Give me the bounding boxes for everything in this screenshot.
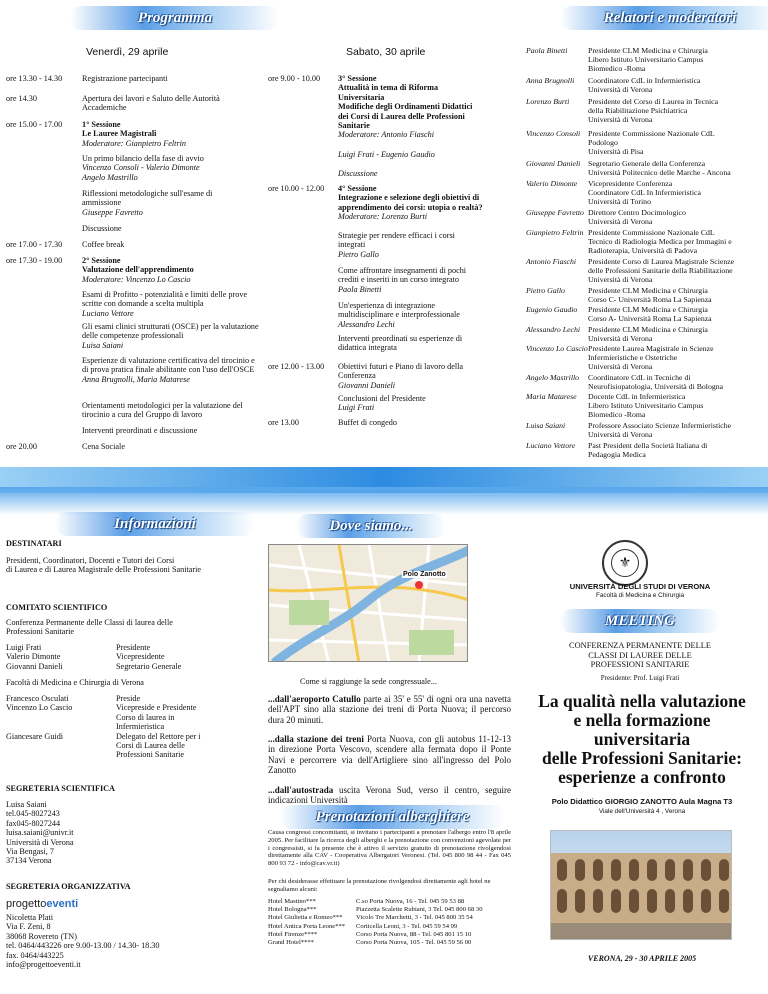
programma-title: Programma <box>137 9 213 26</box>
relatore-role: Segretario Generale della Conferenza Università Politecnico delle Marche - Ancona <box>588 159 731 177</box>
relatore-name: Luisa Saiani <box>526 421 566 430</box>
relatore-name: Maria Matarese <box>526 392 577 401</box>
relatore-name: Giovanni Danieli <box>526 159 581 168</box>
program-item: Apertura dei lavori e Saluto delle Autorità Accademiche <box>82 94 220 113</box>
comitato-text: Conferenza Permanente delle Classi di laurea delle Professioni Sanitarie <box>6 618 173 637</box>
hotel-row: Grand Hotel**** Corso Porta Nuova, 105 - Tel. 045 59 56 00 <box>268 939 472 947</box>
time-label: ore 14.30 <box>6 94 37 103</box>
informazioni-title: Informazioni <box>114 515 196 532</box>
prenotazioni-banner <box>280 805 505 829</box>
university-name: UNIVERSITÀ DEGLI STUDI DI VERONA <box>569 582 711 591</box>
relatore-row <box>526 97 762 124</box>
seal-icon: ⚜ <box>611 549 639 577</box>
meeting-title: MEETING <box>604 612 675 629</box>
conference-name: CONFERENZA PERMANENTE DELLE CLASSI DI LAUREE DELLE PROFESSIONI SANITARIE <box>569 641 711 670</box>
talk-item: Riflessioni metodologiche sull'esame di ammissione Giuseppe Favretto <box>82 189 213 217</box>
talk-item: Interventi preordinati su esperienze di didattica integrata <box>338 334 463 353</box>
meeting-banner <box>560 609 720 633</box>
talk-item: Obiettivi futuri e Piano di lavoro della Conferenza Giovanni Danieli <box>338 362 464 390</box>
relatore-row <box>526 76 762 94</box>
relatore-role: Presidente CLM Medicina e Chirurgia Libero Istituto Universitario Campus Biomedico -Roma <box>588 46 708 73</box>
relatore-row <box>526 373 762 391</box>
informazioni-banner <box>55 512 255 536</box>
city-map[interactable] <box>268 544 468 662</box>
directions-highway: ...dall'autostrada uscita Verona Sud, verso il centro, seguire indicazioni Università <box>268 785 511 806</box>
programma-banner <box>70 6 280 30</box>
talk-item: Un'esperienza di integrazione multidisciplinare e interprofessionale Alessandro Lechi <box>338 301 460 329</box>
talk-item: Conclusioni del Presidente Luigi Frati <box>338 394 426 413</box>
event-title: La qualità nella valutazione e nella formazione universitaria delle Professioni Sanitarie: esperienze a confronto <box>538 691 746 787</box>
relatore-name: Alessandro Lechi <box>526 325 581 334</box>
relatore-name: Anna Brugnolli <box>526 76 575 85</box>
arena-photo <box>550 830 732 940</box>
session-1: 1° Sessione Le Lauree Magistrali Moderatore: Gianpietro Feltrin <box>82 120 186 148</box>
hotel-row: Hotel Mastino*** C.so Porta Nuova, 16 - Tel. 045 59 53 88 <box>268 898 465 905</box>
relatore-role: Coordinatore CdL in Infermieristica Università di Verona <box>588 76 701 94</box>
time-label: ore 12.00 - 13.00 <box>268 362 325 371</box>
talk-item: Discussione <box>82 224 122 233</box>
relatore-name: Antonio Fiaschi <box>526 257 577 266</box>
program-item: Cena Sociale <box>82 442 125 451</box>
relatore-role: Presidente CLM Medicina e Chirurgia Corso C- Università Roma La Sapienza <box>588 286 712 304</box>
relatore-name: Gianpietro Feltrin <box>526 228 584 237</box>
time-label: ore 13.30 - 14.30 <box>6 74 63 83</box>
directions-train: ...dalla stazione dei treni Porta Nuova, con gli autobus 11-12-13 in direzione Porta Vescovo, scendere alla fermata dopo il Ponte Navi e percorrere via dell'Artigliere sino all'ingresso del Polo Zanotto <box>268 734 511 776</box>
hotel-list <box>268 898 513 947</box>
day2-title: Sabato, 30 aprile <box>346 46 426 58</box>
program-item: Registrazione partecipanti <box>82 74 168 83</box>
relatori-banner <box>560 6 768 30</box>
talk-item: Interventi preordinati e discussione <box>82 426 198 435</box>
dove-banner <box>296 514 446 538</box>
relatore-row <box>526 228 762 255</box>
relatore-role: Coordinatore CdL in Tecniche di Neurofisiopatologia, Università di Bologna <box>588 373 724 391</box>
relatore-row <box>526 305 762 323</box>
hotel-row: Hotel Giulietta e Romeo*** Vicolo Tre Marchetti, 3 - Tel. 045 800 35 54 <box>268 914 473 922</box>
university-seal <box>602 540 648 586</box>
relatore-role: Docente CdL in Infermieristica Libero Istituto Universitario Campus Biomedico -Roma <box>588 392 704 419</box>
directions-airport: ...dall'aeroporto Catullo parte ai 35' e 55' di ogni ora una navetta dell'APT sino alla stazione dei treni di Porta Nuova; il percorso dura 20 minuti. <box>268 694 511 725</box>
segreteria-scientifica: Luisa Saiani tel.045-8027243 fax045-8027244 luisa.saiani@univr.it Università di Verona Via Bengasi, 7 37134 Verona <box>6 800 74 866</box>
relatore-name: Luciano Vettore <box>526 441 576 450</box>
time-label: ore 20.00 <box>6 442 37 451</box>
time-label: ore 10.00 - 12.00 <box>268 184 325 193</box>
day1-title: Venerdì, 29 aprile <box>86 46 169 58</box>
relatore-row <box>526 286 762 304</box>
relatore-role: Professore Associato Scienze Infermieristiche Università di Verona <box>588 421 732 439</box>
hotel-row: Hotel Firenze**** Corso Porta Nuova, 88 - Tel. 045 801 15 10 <box>268 930 472 938</box>
relatore-role: Direttore Centro Docimologico Università di Verona <box>588 208 686 226</box>
president-label: Presidente: Prof. Luigi Frati <box>600 674 680 682</box>
relatore-row <box>526 344 762 371</box>
relatore-role: Presidente CLM Medicina e Chirurgia Corso A- Università Roma La Sapienza <box>588 305 712 323</box>
time-label: ore 9.00 - 10.00 <box>268 74 321 83</box>
program-item: Coffee break <box>82 240 125 249</box>
relatore-row <box>526 325 762 343</box>
session-3: 3° Sessione Attualità in tema di Riforma Universitaria Modifiche degli Ordinamenti Didattici dei Corsi di Laurea delle Professioni Sanitarie Moderatore: Antonio Fiaschi Luigi Frati - Eugenio Gaudio Discussione <box>338 74 473 179</box>
relatore-row <box>526 441 762 459</box>
map-label: Polo Zanotto <box>403 571 446 578</box>
progettoeventi-logo: progettoeventi <box>6 898 79 910</box>
relatore-name: Valerio Dimonte <box>526 179 578 188</box>
talk-item: Gli esami clinici strutturati (OSCE) per la valutazione delle competenze professionali Luisa Saiani <box>82 322 259 350</box>
hotel-row: Hotel Bologna*** Piazzetta Scalette Rubiani, 3 Tel. 045 800 68 30 <box>268 906 483 914</box>
relatore-row <box>526 129 762 156</box>
relatore-name: Eugenio Gaudio <box>526 305 578 314</box>
talk-item: Come affrontare insegnamenti di pochi crediti e inseriti in un corso integrato Paola Binetti <box>338 266 467 294</box>
facolta-list: Francesco Osculati Preside Vincenzo Lo Cascio Vicepreside e Presidente Corso di laurea in Infermieristica Giancesare Guidi Delegato del Rettore per i Corsi di Laurea delle Professioni Sanitarie <box>6 694 201 760</box>
comitato-heading: COMITATO SCIENTIFICO <box>6 603 108 612</box>
relatore-row <box>526 392 762 419</box>
time-label: ore 15.00 - 17.00 <box>6 120 63 129</box>
relatore-role: Presidente Laurea Magistrale in Scienze Infermieristiche e Ostetriche Università di Verona <box>588 344 714 371</box>
relatore-name: Vincenzo Consoli <box>526 129 581 138</box>
comitato-list: Luigi Frati Presidente Valerio Dimonte Vicepresidente Giovanni Danieli Segretario Generale <box>6 643 182 671</box>
relatore-name: Pietro Gallo <box>526 286 565 295</box>
time-label: ore 17.30 - 19.00 <box>6 256 63 265</box>
relatore-role: Presidente Corso di Laurea Magistrale Scienze delle Professioni Sanitarie della Riabilitazione Università di Verona <box>588 257 735 284</box>
facolta-label: Facoltà di Medicina e Chirurgia di Verona <box>6 678 144 687</box>
relatore-row <box>526 257 762 284</box>
relatore-role: Vicepresidente Conferenza Coordinatore CdL In Infermieristica Università di Torino <box>588 179 701 206</box>
relatore-role: Presidente del Corso di Laurea in Tecnica della Riabilitazione Psichiatrica Università di Verona <box>588 97 719 124</box>
relatore-role: Past President della Società Italiana di Pedagogia Medica <box>588 441 708 459</box>
relatore-role: Presidente CLM Medicina e Chirurgia Università di Verona <box>588 325 708 343</box>
map-graphic <box>269 545 468 662</box>
directions-heading: Come si raggiunge la sede congressuale... <box>300 677 437 686</box>
relatore-role: Presidente Commissione Nazionale CdL Podologo Università di Pisa <box>588 129 715 156</box>
venue-address: Viale dell'Università 4 , Verona <box>598 808 686 815</box>
relatore-role: Presidente Commissione Nazionale CdL Tecnico di Radiologia Medica per Immagini e Radioterapia, Università di Padova <box>588 228 732 255</box>
arena-graphic <box>551 831 732 940</box>
relatore-name: Giuseppe Favretto <box>526 208 584 217</box>
talk-item: Un primo bilancio della fase di avvio Vincenzo Consoli - Valerio Dimonte Angelo Mastrillo <box>82 154 204 182</box>
relatore-row <box>526 159 762 177</box>
session-4: 4° Sessione Integrazione e selezione degli obiettivi di apprendimento dei corsi: utopia o realtà? Moderatore: Lorenzo Burti <box>338 184 483 222</box>
venue-name: Polo Didattico GIORGIO ZANOTTO Aula Magna T3 <box>551 797 733 806</box>
talk-item: Strategie per rendere efficaci i corsi integrati Pietro Gallo <box>338 231 455 259</box>
session-2: 2° Sessione Valutazione dell'apprendimento Moderatore: Vincenzo Lo Cascio <box>82 256 194 284</box>
divider-band <box>0 487 768 515</box>
segreteria-scientifica-heading: SEGRETERIA SCIENTIFICA <box>6 784 115 793</box>
relatori-title: Relatori e moderatori <box>603 9 737 26</box>
relatore-name: Vincenzo Lo Cascio <box>526 344 588 353</box>
prenotazioni-text2: Per chi desiderasse effettuare la prenotazione rivolgendosi direttamente agli hotel ne segnaliamo alcuni: <box>268 878 491 893</box>
prenotazioni-title: Prenotazioni alberghiere <box>315 808 470 825</box>
relatore-row <box>526 179 762 206</box>
relatore-row <box>526 46 762 73</box>
destinatari-heading: DESTINATARI <box>6 539 62 548</box>
time-label: ore 17.00 - 17.30 <box>6 240 63 249</box>
talk-item: Esami di Profitto - potenzialità e limiti delle prove scritte con domande a scelta multipla Luciano Vettore <box>82 290 248 318</box>
talk-item: Esperienze di valutazione certificativa del tirocinio e di prova pratica finale abilitante con l'uso dell'OSCE Anna Brugnolli, Maria Mataresе <box>82 356 255 384</box>
segreteria-organizzativa-heading: SEGRETERIA ORGANIZZATIVA <box>6 882 131 891</box>
talk-item: Buffet di congedo <box>338 418 397 427</box>
prenotazioni-text: Causa congressi concomitanti, si invitano i partecipanti a prenotare l'albergo entro l'8 aprile 2005. Per facilitare la ricerca degli alberghi e la prenotazione con convenzioni agevolate per i congressisti, si fa presente che è attivo il servizio gratuito di prenotazione rivolgendosi direttamente alla CAV - Cooperativa Albergatori Veronesi. (Tel. 045 800 98 44 - Fax 045 800 93 72 - info@cav.vr.it) <box>268 829 511 868</box>
relatore-name: Lorenzo Burti <box>526 97 570 106</box>
talk-item: Orientamenti metodologici per la valutazione del tirocinio a cura del Gruppo di lavoro <box>82 401 243 420</box>
faculty-name: Facoltà di Medicina e Chirurgia <box>595 592 685 599</box>
relatore-row <box>526 421 762 439</box>
dove-title: Dove siamo... <box>329 517 413 534</box>
relatore-name: Paola Binetti <box>526 46 568 55</box>
segreteria-organizzativa: Nicoletta Plati Via F. Zeni, 8 38068 Rovereto (TN) tel. 0464/443226 ore 9.00-13.00 / 14.30- 18.30 fax. 0464/443225 info@progettoeventi.it <box>6 913 160 970</box>
destinatari-text: Presidenti, Coordinatori, Docenti e Tutori dei Corsi di Laurea e di Laurea Magistrale delle Professioni Sanitarie <box>6 556 202 575</box>
hotel-row: Hotel Antica Porta Leone*** Corticella Leoni, 3 - Tel. 045 59 54 99 <box>268 922 458 930</box>
event-date: VERONA, 29 - 30 APRILE 2005 <box>587 954 697 963</box>
relatore-name: Angelo Mastrillo <box>526 373 580 382</box>
relatore-row <box>526 208 762 226</box>
time-label: ore 13.00 <box>268 418 299 427</box>
